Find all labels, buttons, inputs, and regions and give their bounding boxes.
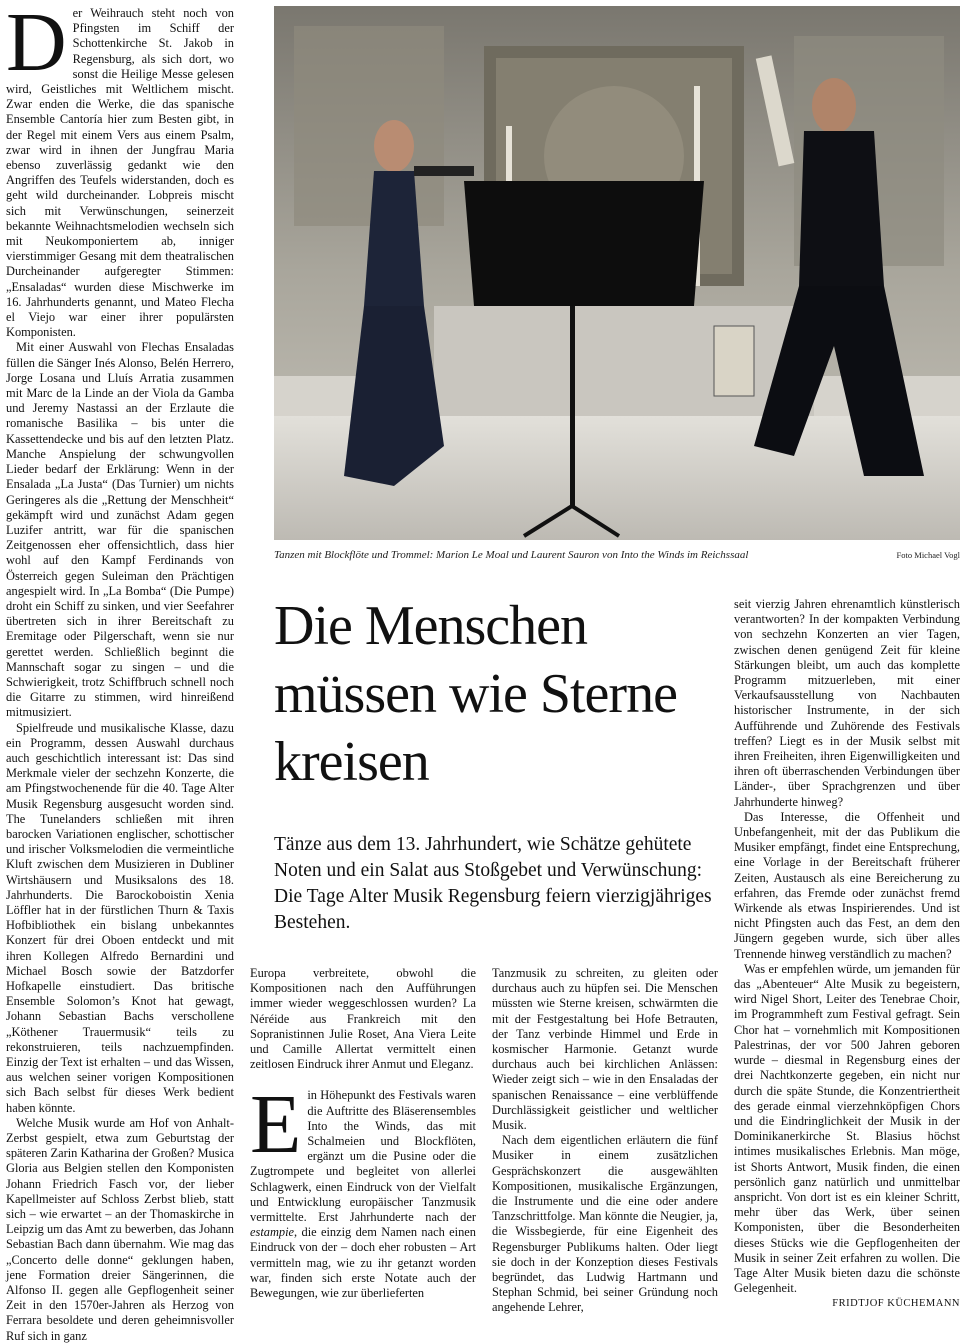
headline: Die Menschen müssen wie Sterne kreisen [274,595,677,793]
article-column-2 [250,966,476,1301]
subheadline: Tänze aus dem 13. Jahrhundert, wie Schätze gehütete Noten und ein Salat aus Stoßgebet und Verwünschung: Die Tage Alter Musik Regensburg feiern vierzigjähriges Bestehen. [274,834,712,933]
drop-cap: D [6,0,67,89]
article-column-3 [492,966,718,1315]
paragraph: Das Interesse, die Offenheit und Unbefangenheit, mit der das Publikum die Musiker empfängt, findet eine Entsprechung, eine Vorlage in der Bereitschaft früherer Zeiten, Austausch als eine Bereicherung zu erfahren, das Fremde oder zunächst fremd Wirkende als etwas Inspirierendes. Und ist nicht Pfingsten auch das Fest, an dem den Jüngern gegeben wurde, sich über alles Trennende hinweg verständlich zu machen? [734,809,960,961]
photo-credit: Foto Michael Vogl [896,550,960,560]
paragraph: Europa verbreitete, obwohl die Kompositionen nach den Aufführungen immer wieder weggeschlossen wurden? La Néréide aus Frankreich mit den Sopranistinnen Julie Roset, Ana Viera Leite und Camille Allertat vermittelt einen zeitlosen Eindruck ihrer Anmut und Eleganz. [250,966,476,1072]
paragraph: Nach dem eigentlichen erläutern die fünf Musiker in einem zusätzlichen Gesprächskonzert die ausgewählten Kompositionen, musikalische Ergänzungen, die Instrumente und die eine oder andere Tanzschrittfolge. Man könnte die Neugier, ja, die Wissbegierde, für eine Eigenheit des Regensburger Publikums halten. Oder liegt sie doch in der Konzeption dieses Festivals begründet, das Ludwig Hartmann und Stephan Schmid, bei seiner Gründung noch angehende Lehrer, [492,1133,718,1315]
article-photo [274,6,960,540]
paragraph: Was er empfehlen würde, um jemanden für das „Abenteuer“ Alte Musik zu begeistern, wird Nigel Short, Leiter des Tenebrae Choir, im Programmheft zum Festival gefragt. Sein Chor hat – vornehmlich mit Kompositionen Palestrinas, der vor 500 Jahren geboren wurde – diesmal in Regensburg eines der drei Nachtkonzerte gegeben, ein nicht nur durch die späte Stunde, die Konzentriertheit des gerade einmal vierzehnköpfigen Chors und die Eindringlichkeit der Musik in der Dominikanerkirche St. Blasius höchst intimes musikalisches Erlebnis. Man möge, ist Shorts Antwort, Musik finden, die einen persönlich ganz natürlich und unmittelbar anspricht. Von dort ist es ein kleiner Schritt, mehr über das Werk, über seinen Komponisten, über die Besonderheiten dieses Stücks wie die Gepflogenheiten der Musik in seiner Zeit erfahren zu wollen. Die Tage Alter Musik bieten dazu die schönste Gelegenheit. [734,961,960,1296]
article-column-4 [734,597,960,1310]
paragraph: Mit einer Auswahl von Flechas Ensaladas füllen die Sänger Inés Alonso, Belén Herrero, Jorge Losana und Lluís Arratia zusammen mit Marc de la Linde an der Viola da Gamba und Jeremy Nastassi an der Erzlaute die romanische Basilika – bis unter die Kassettendecke und bis auf den letzten Platz. Manche Anspielung der schwungvollen Lieder bedarf der Erklärung: Wenn in der Ensalada „La Justa“ (Das Turnier) um nichts Geringeres als die „Rettung der Menschheit“ gekämpft wird und zunächst Adam gegen Luzifer antritt, war für die spanischen Zeitgenossen eher offensichtlich, dass hier wohl auf den Kampf Ferdinands von Österreich gegen Suleiman den Prächtigen angespielt wird. In „La Bomba“ (Die Pumpe) droht ein Schiff zu sinken, und vier Seefahrer übertreten sich in ihrer Bereitschaft zu Eremitage oder Pilgerschaft, wenn sie nur gerettet werden. Schließlich beginnt die Mannschaft sogar zu singen – und die Schwierigkeit, trotz Schiffbruch schnell noch die Gitarre zu stimmen, wird hinreißend mitmusiziert. [6,340,234,720]
paragraph: Tanzmusik zu schreiten, zu gleiten oder durchaus auch zu hüpfen sei. Die Menschen müssten wie Sterne kreisen, schwärmten die mit der Festgestaltung bei Hofe Betrauten, der Tanz verbinde Himmel und Erde in kosmischer Harmonie. Getanzt wurde durchaus auch bei kirchlichen Anlässen: Wieder zeigt sich – wie in den Ensaladas der spanischen Renaissance – eine verblüffende Durchlässigkeit geistlicher und weltlicher Musik. [492,966,718,1133]
paragraph: Ein Höhepunkt des Festivals waren die Auftritte des Bläserensembles Into the Winds, das mit Schalmeien und Blockflöten, ergänzt um die Pusine oder die Zugtrompete und begleitet von allerlei Schlagwerk, einen Eindruck von der Vielfalt und Entwicklung europäischer Tanzmusik vermittelte. Erst Jahrhunderte nach der estampie, die einzig dem Namen nach einen Eindruck von der – doch eher robusten – Art vermitteln mag, wie zu ihr getanzt worden war, finden sich erste Notate auch der Bewegungen, wie zur überlieferten [250,1078,476,1301]
paragraph: seit vierzig Jahren ehrenamtlich künstlerisch verantworten? In der kompakten Verbindung von sechzehn Konzerten an vier Tagen, zwischen denen genügend Zeit für kleine Stärkungen bleibt, um auch das komplette Programm mitzuerleben, mit einer Verkaufsausstellung von Nachbauten historischer Instrumente, in der sich Aufführende und Zuhörende des Festivals treffen? Liegt es in der Musik selbst mit ihren Freiheiten, ihren Eigenwilligkeiten und ihren oft überraschenden Verbindungen über Länder-, über Sprachgrenzen und über Jahrhunderte hinweg? [734,597,960,809]
photo-caption: Tanzen mit Blockflöte und Trommel: Marion Le Moal und Laurent Sauron von Into the Winds im Reichssaal Foto Michael Vogl [274,549,960,561]
article-column-1 [6,0,234,1343]
paragraph: Der Weihrauch steht noch von Pfingsten im Schiff der Schottenkirche St. Jakob in Regensburg, als sich dort, wo sonst die Heilige Messe gelesen wird, Geistliches mit Weltlichem mischt. Zwar enden die Werke, die das spanische Ensemble Cantoría hier zum Besten gibt, in der Regel mit einem Vers aus einem Psalm, zwar wird in ihnen der Jungfrau Maria ebenso zuverlässig gedankt wie den Angriffen des Teufels widerstanden, doch es geht wild durcheinander. Lobpreis mischt sich mit Verwünschungen, seinerzeit bekannte Weihnachtsmelodien wechseln sich mit Neukomponiertem ab, inniger vierstimmiger Gesang mit dem theatralischen Durcheinander aufgeregter Stimmen: „Ensaladas“ wurden diese Mischwerke im 16. Jahrhunderts genannt, und Mateo Flecha el Viejo war einer ihrer populärsten Komponisten. [6,0,234,340]
drop-cap: E [250,1078,302,1172]
author-byline: FRIDTJOF KÜCHEMANN [832,1298,960,1310]
paragraph: Welche Musik wurde am Hof von Anhalt-Zerbst gespielt, etwa zum Geburtstag der späteren Zarin Katharina der Großen? Musica Gloria aus Belgien stellen den Komponisten Johann Friedrich Fasch vor, der lieber Kapellmeister auf Schloss Zerbst blieb, statt sich – wie erwartet – an der Thomaskirche in Leipzig um das Amt zu bewerben, das Johann Sebastian Bach dann übernahm. Wie mag das „Concerto delle donne“ geklungen haben, jene Formation dreier Sängerinnen, die Alfonso II. gegen alle Gepflogenheit seiner Zeit in den 1570er-Jahren als Herzog von Ferrara besoldete und deren geheimnisvoller Ruf sich in ganz [6,1115,234,1343]
paragraph: Spielfreude und musikalische Klasse, dazu ein Programm, dessen Auswahl durchaus auch geschichtlich interessant ist: Das sind Merkmale vieler der sechzehn Konzerte, die am Pfingstwochenende für die 40. Tage Alter Musik Regensburg ausgesucht worden sind. The Tunelanders schließen mit ihren barocken Variationen englischer, schottischer und irischer Volksmelodien die vermeintliche Kluft zwischen dem Musizieren in Dubliner Wirtshäusern und Musiksalons des 18. Jahrhunderts. Die Barockoboistin Xenia Löffler hat in der fürstlichen Thurn & Taxis Hofbibliothek ein bislang unbekanntes Konzert für drei Oboen entdeckt und mit ihren Kollegen Alfredo Bernardini und Michael Bosch sowie der Batzdorfer Hofkapelle einstudiert. Das britische Ensemble Solomon’s Knot hat gewagt, Johann Sebastian Bachs verschollene „Köthener Trauermusik“ teils zu rekonstruieren, teils nachzuempfinden. Einzig der Text ist erhalten – und das Wissen, aus welchen seiner vorigen Kompositionen sich Bach selbst für dieses Werk bedient haben könnte. [6,720,234,1115]
